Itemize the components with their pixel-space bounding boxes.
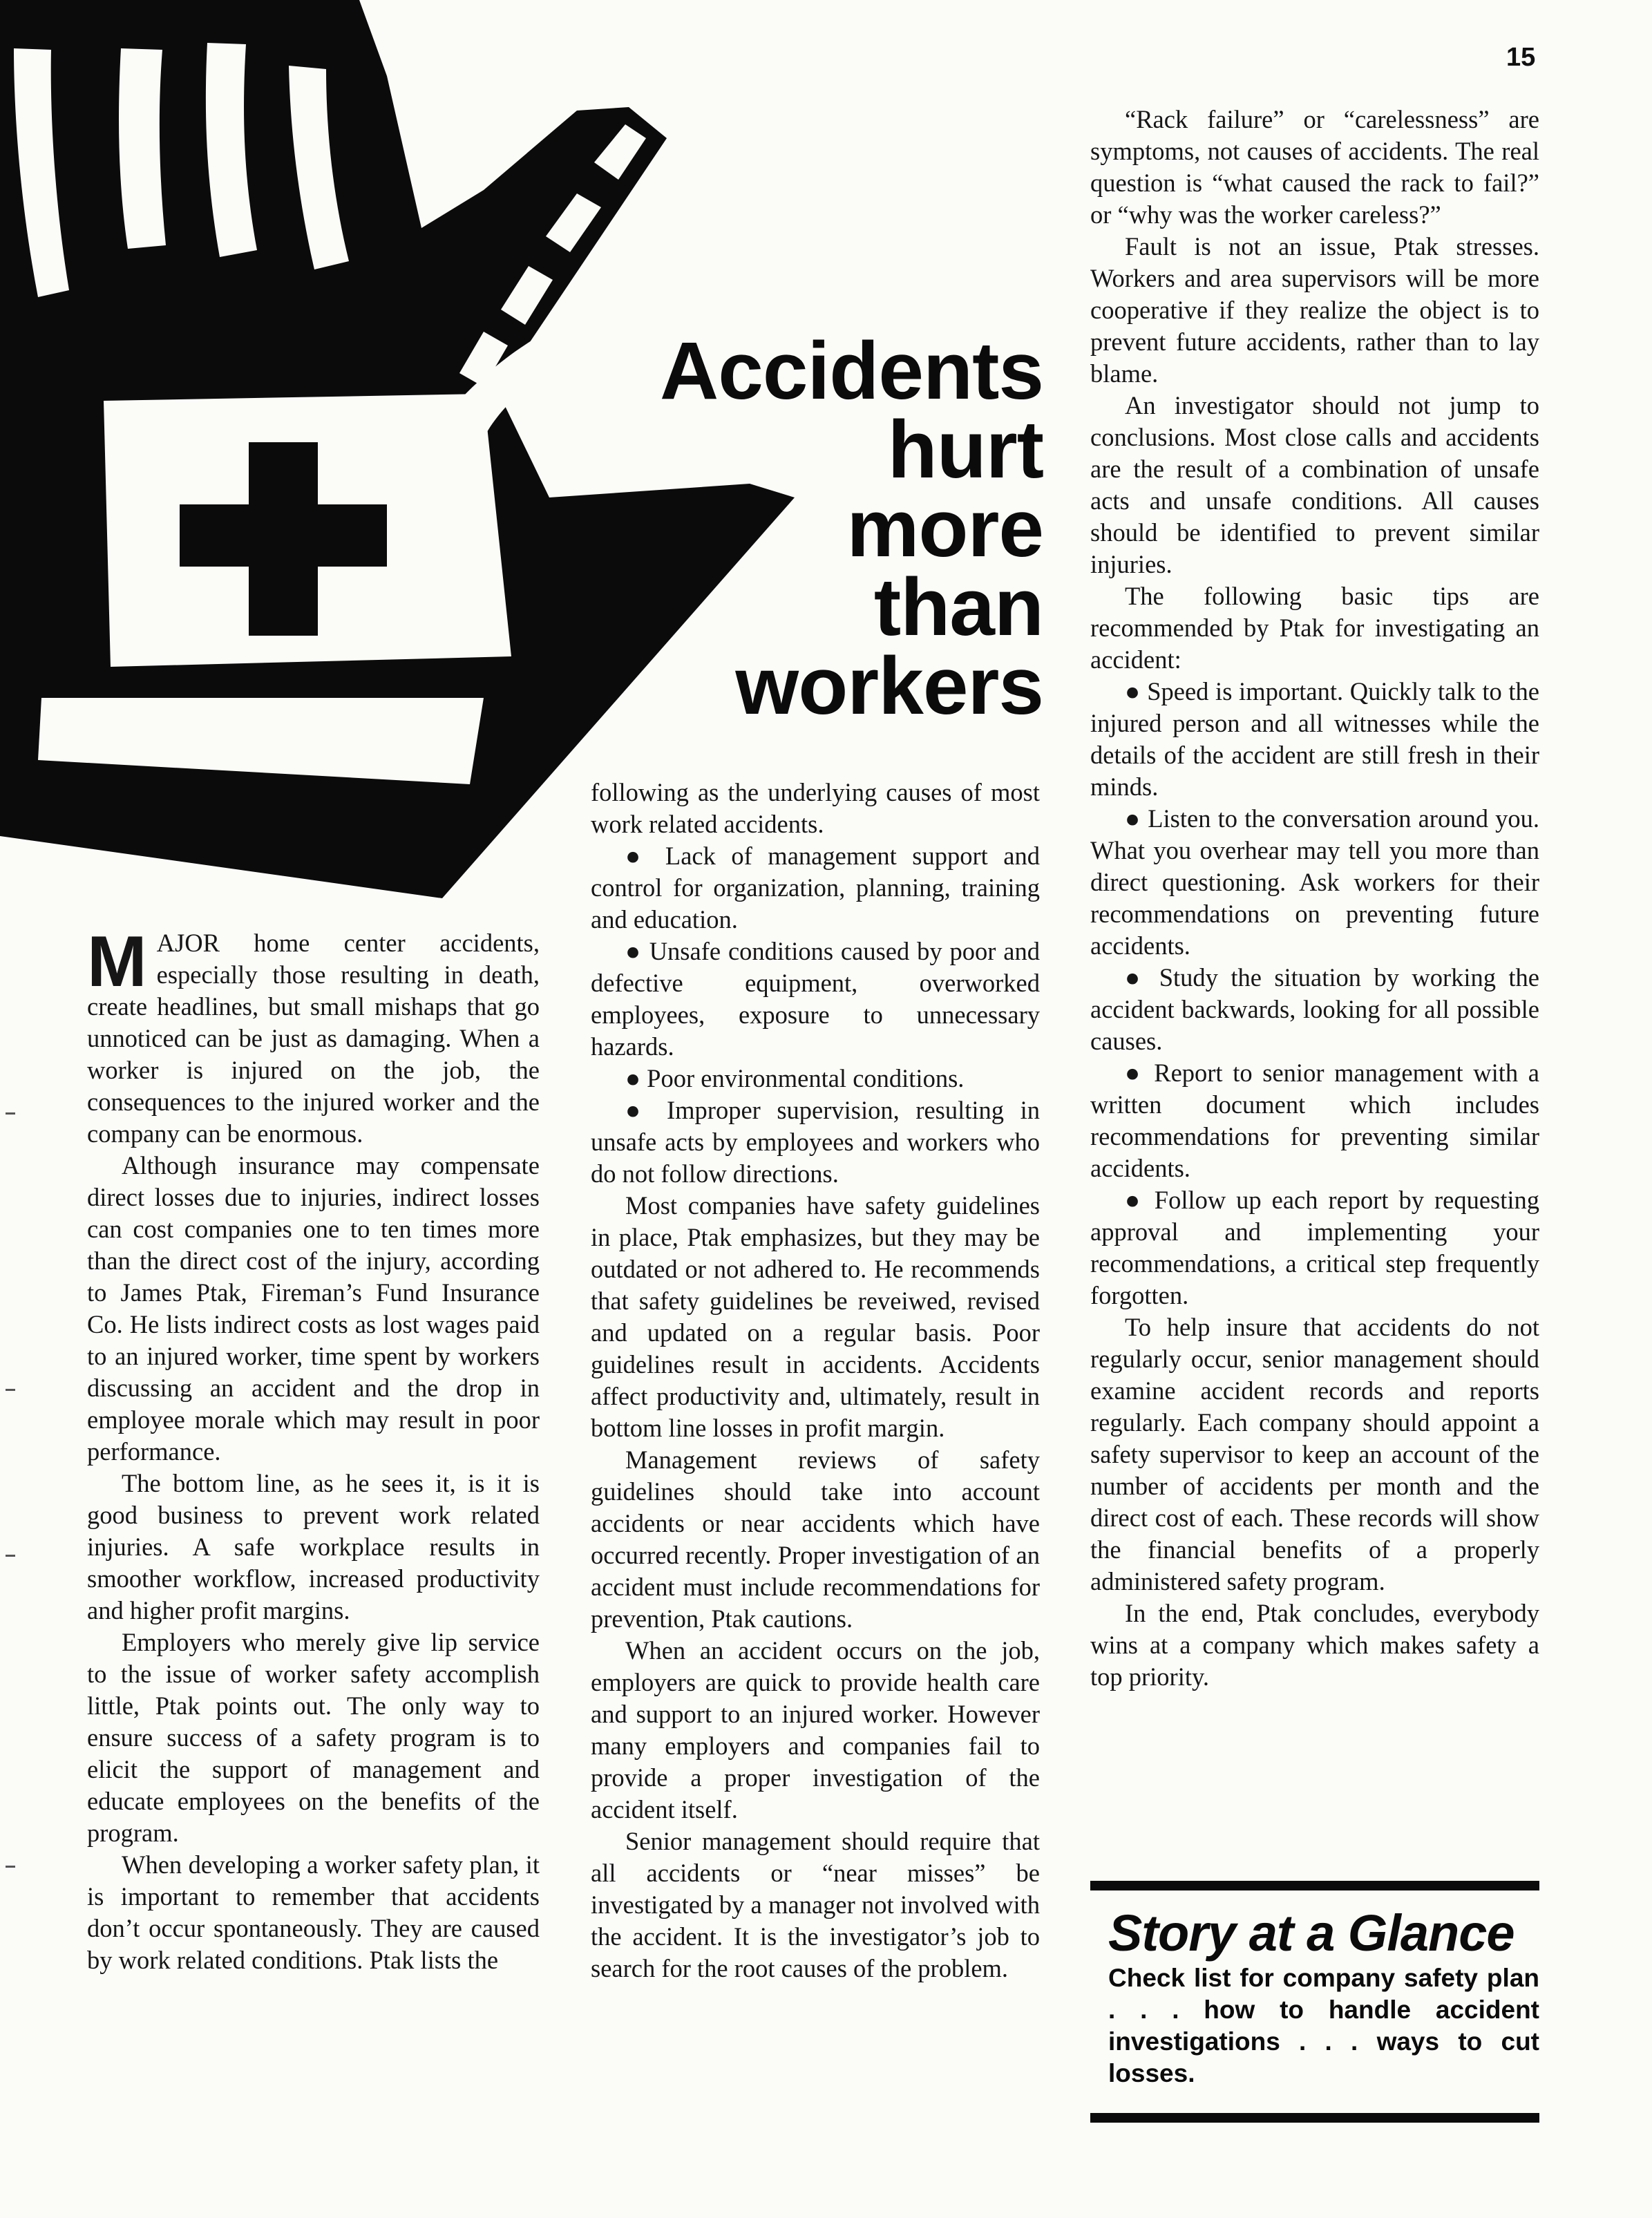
paragraph: To help insure that accidents do not regularly occur, senior management should examine accident records and reports regularly. Each company should appoint a safety supervisor to keep an account of the number of accidents per month and the direct cost of each. These records will show the financial benefits of a properly administered safety program. [1090, 1313, 1539, 1595]
paragraph: Management reviews of safety guidelines should take into account accidents or near accidents which have occurred recently. Proper investigation of an accident must include recommendations for prevention, Ptak cautions. [591, 1446, 1040, 1633]
bullet-item: ● Listen to the conversation around you. What you overhear may tell you more than direct questioning. Ask workers for their recommendations on preventing future accidents. [1090, 804, 1539, 960]
bullet-item: ● Lack of management support and control for organization, planning, training and education. [591, 842, 1040, 933]
story-at-a-glance-box [1090, 1881, 1539, 2123]
paragraph: The following basic tips are recommended by Ptak for investigating an accident: [1090, 582, 1539, 674]
headline [567, 325, 1043, 732]
paragraph: following as the underlying causes of most work related accidents. [591, 778, 1040, 838]
binding-mark [6, 1555, 15, 1557]
bullet-item: ● Follow up each report by requesting approval and implementing your recommendations, a critical step frequently forgotten. [1090, 1186, 1539, 1309]
bullet-item: ● Report to senior management with a written document which includes recommendations for preventing similar accidents. [1090, 1059, 1539, 1182]
headline-line: hurt [887, 404, 1043, 495]
glance-top-rule [1090, 1881, 1539, 1890]
glance-bottom-rule [1090, 2113, 1539, 2123]
headline-line: than [873, 562, 1043, 653]
bullet-item: ● Improper supervision, resulting in unsafe acts by employees and workers who do not follow directions. [591, 1096, 1040, 1188]
glance-title: Story at a Glance [1108, 1904, 1515, 1962]
drop-cap: M [87, 922, 147, 1002]
binding-mark [6, 1112, 15, 1115]
bullet-item: ● Unsafe conditions caused by poor and defective equipment, overworked employees, exposure to unnecessary hazards. [591, 937, 1040, 1061]
bullet-item: ● Poor environmental conditions. [625, 1064, 965, 1092]
page-number: 15 [1506, 43, 1536, 72]
headline-line: Accidents [660, 325, 1043, 417]
paragraph: In the end, Ptak concludes, everybody wins at a company which makes safety a top priority. [1090, 1599, 1539, 1691]
headline-line: workers [735, 641, 1043, 732]
binding-mark [6, 1866, 15, 1868]
paragraph: The bottom line, as he sees it, is it is good business to prevent work related injuries. A safe workplace results in smoother workflow, increased productivity and higher profit margins. [87, 1469, 540, 1624]
paragraph: Fault is not an issue, Ptak stresses. Workers and area supervisors will be more cooperative if they realize the object is to prevent future accidents, rather than to lay blame. [1090, 232, 1539, 388]
paragraph: When an accident occurs on the job, employers are quick to provide health care and support to an injured worker. However many employers and companies fail to provide a proper investigation of the accident itself. [591, 1636, 1040, 1823]
binding-mark [6, 1389, 15, 1391]
article-column-3 [1090, 104, 1539, 1693]
paragraph: Senior management should require that all accidents or “near misses” be investigated by a manager not involved with the accident. It is the investigator’s job to search for the root causes of the problem. [591, 1827, 1040, 1982]
paragraph: An investigator should not jump to conclusions. Most close calls and accidents are the result of a combination of unsafe acts and unsafe conditions. All causes should be identified to prevent similar injuries. [1090, 391, 1539, 578]
headline-line: more [846, 483, 1043, 574]
paragraph: “Rack failure” or “carelessness” are symptoms, not causes of accidents. The real question is “what caused the rack to fail?” or “why was the worker careless?” [1090, 105, 1539, 229]
article-column-2 [591, 777, 1040, 1984]
paragraph: Most companies have safety guidelines in place, Ptak emphasizes, but they may be outdated or not adhered to. He recommends that safety guidelines be reveiwed, revised and updated on a regular basis. Poor guidelines result in accidents. Accidents affect productivity and, ultimately, result in bottom line losses in profit margin. [591, 1191, 1040, 1442]
paragraph: When developing a worker safety plan, it is important to remember that accidents don’t occur spontaneously. They are caused by work related conditions. Ptak lists the [87, 1850, 540, 1974]
finger-stripe-1 [119, 48, 166, 249]
paragraph: Employers who merely give lip service to the issue of worker safety accomplish little, Ptak points out. The only way to ensure success of a safety program is to elicit the support of management and educate employees on the benefits of the program. [87, 1628, 540, 1847]
bullet-item: ● Study the situation by working the accident backwards, looking for all possible causes. [1090, 963, 1539, 1055]
bullet-item: ● Speed is important. Quickly talk to the injured person and all witnesses while the details of the accident are still fresh in their minds. [1090, 677, 1539, 801]
paragraph: Although insurance may compensate direct losses due to injuries, indirect losses can cost companies one to ten times more than the direct cost of the injury, according to James Ptak, Fireman’s Fund Insurance Co. He lists indirect costs as lost wages paid to an injured worker, time spent by workers discussing an accident and the drop in employee morale which may result in poor performance. [87, 1151, 540, 1466]
article-column-1 [87, 922, 540, 1976]
glance-summary: Check list for company safety plan . . . how to handle accident investigations . . . ways to cut losses. [1108, 1964, 1539, 2087]
lead-paragraph [87, 922, 540, 1150]
lead-text: AJOR home center accidents, especially those resulting in death, create headlines, but small mishaps that go unnoticed can be just as damaging. When a worker is injured on the job, the consequences to the injured worker and the company can be enormous. [87, 929, 540, 1148]
